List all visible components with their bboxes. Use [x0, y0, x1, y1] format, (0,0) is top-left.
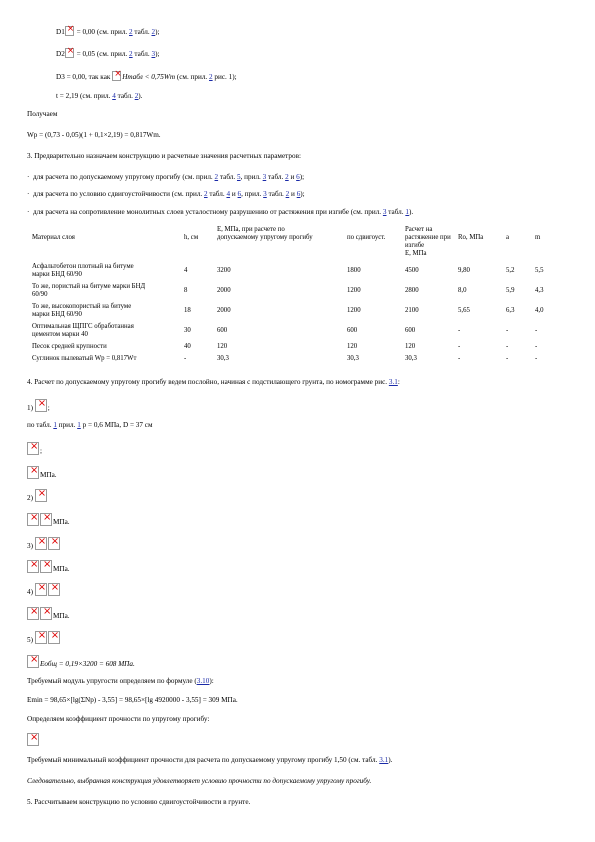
mpa-line: ××МПа.: [27, 513, 70, 527]
header-thickness: h, см: [184, 234, 199, 241]
link[interactable]: 3.1: [388, 378, 398, 386]
coef-formula: [27, 733, 40, 747]
header-e-deflection: Е, МПа, при расчете по допускаемому упругому прогибу: [217, 226, 313, 241]
formula-line: ×;: [27, 442, 42, 456]
link[interactable]: 1: [405, 208, 409, 216]
link[interactable]: 1: [53, 421, 57, 429]
header-a: a: [506, 234, 510, 241]
bullet-fatigue: · для расчета на сопротивление монолитных слоев усталостному разрушению от растяжения при изгибе (см. прил. 3 табл. 1).: [27, 208, 414, 216]
formula-image-icon: [27, 655, 39, 668]
d1-line: D1× = 0,00 (см. прил. 2 табл. 2);: [56, 26, 159, 37]
header-ro: Ro, МПа: [458, 234, 484, 241]
table-row: Оптимальная ЩПГС обработанная цементом марки 40 30 600 600 600 - - -: [32, 323, 538, 338]
strength-coef-line: Определяем коэффициент прочности по упругому прогибу:: [27, 715, 210, 723]
formula-image-icon: [35, 489, 47, 502]
conclusion: Следовательно, выбранная конструкция удовлетворяет условию прочности по допускаемому упругому прогибу.: [27, 777, 372, 785]
link[interactable]: 2: [285, 173, 289, 181]
formula-image-icon: [48, 537, 60, 550]
step-2: 2) ×: [27, 489, 48, 503]
eobsh-line: ×Еобщ = 0,19×3200 = 608 МПа.: [27, 655, 135, 669]
section-3-heading: 3. Предварительно назначаем конструкцию и расчетные значения расчетных параметров:: [27, 152, 301, 160]
formula-image-icon: [27, 607, 39, 620]
formula-image-icon: [35, 631, 47, 644]
link[interactable]: 2: [151, 28, 156, 36]
d2-line: D2× = 0,05 (см. прил. 2 табл. 3);: [56, 48, 159, 59]
formula-image-icon: [27, 733, 39, 746]
table-row: То же, пористый на битуме марки БНД 60/90 8 2000 1200 2800 8,0 5,9 4,3: [32, 283, 544, 298]
link[interactable]: 2: [134, 92, 139, 100]
required-modulus: Требуемый модуль упругости определяем по формуле (3.10):: [27, 677, 214, 685]
link[interactable]: 3.10: [196, 677, 210, 685]
formula-image-icon: [27, 513, 39, 526]
link[interactable]: 3: [382, 208, 387, 216]
formula-image-icon: [65, 26, 74, 36]
table-row: Песок средней крупности 40 120 120 120 - - -: [32, 343, 538, 350]
link[interactable]: 2: [285, 190, 290, 198]
d3-line: D3 = 0,00, так как ×Hтабл < 0,75Wm (см. прил. 2 рис. 1);: [56, 71, 237, 82]
formula-image-icon: [48, 583, 60, 596]
link[interactable]: 6: [296, 190, 301, 198]
mpa-line: ××МПа.: [27, 607, 70, 621]
formula-image-icon: [27, 442, 39, 455]
bullet-shear: · для расчета по условию сдвигоустойчивости (см. прил. 2 табл. 4 и 6, прил. 3 табл. 2 и 6);: [27, 190, 305, 198]
mpa-line: ×МПа.: [27, 466, 57, 480]
table-header-row: [32, 226, 555, 258]
wp-formula: Wp = (0,73 - 0,05)(1 + 0,1×2,19) = 0,817Wm.: [27, 131, 161, 139]
formula-image-icon: [112, 71, 121, 81]
link[interactable]: 6: [296, 173, 300, 181]
table-row: Суглинок пылеватый Wp = 0,817Wт - 30,3 30,3 30,3 - - -: [32, 355, 538, 362]
formula-image-icon: [48, 631, 60, 644]
link[interactable]: 1: [77, 421, 81, 429]
header-m: m: [535, 234, 541, 241]
link[interactable]: 3.1: [379, 756, 389, 764]
required-min-coef: Требуемый минимальный коэффициент прочности для расчета по допускаемому упругому прогибу 1,50 (см. табл. 3.1).: [27, 756, 393, 764]
header-tension: Расчет на растяжение при изгибе Е, МПа: [405, 226, 451, 257]
link[interactable]: 2: [204, 190, 208, 198]
step-5: 5) ××: [27, 631, 61, 645]
formula-image-icon: [40, 513, 52, 526]
link[interactable]: 2: [129, 50, 133, 58]
formula-image-icon: [40, 560, 52, 573]
table-ref-line: по табл. 1 прил. 1 p = 0,6 МПа, D = 37 см: [27, 421, 153, 429]
table-row: То же, высокопористый на битуме марки БНД 60/90 18 2000 1200 2100 5,65 6,3 4,0: [32, 303, 544, 318]
section-5-heading: 5. Рассчитываем конструкцию по условию сдвигоустойчивости в грунте.: [27, 798, 251, 806]
formula-image-icon: [35, 583, 47, 596]
step-1: 1) × ;: [27, 399, 50, 413]
link[interactable]: 3: [263, 190, 267, 198]
link[interactable]: 4: [112, 92, 116, 100]
table-row: Асфальтобетон плотный на битуме марки БНД 60/90 4 3200 1800 4500 9,80 5,2 5,5: [32, 263, 544, 278]
link[interactable]: 6: [237, 190, 242, 198]
poluchaem: Получаем: [27, 110, 58, 118]
t-line: t = 2,19 (см. прил. 4 табл. 2).: [56, 92, 143, 100]
step-3: 3) ××: [27, 537, 61, 551]
section-4-heading: 4. Расчет по допускаемому упругому прогибу ведем послойно, начиная с подстилающего грунта, по номограмме рис. 3.1:: [27, 378, 400, 386]
formula-image-icon: [27, 466, 39, 479]
formula-image-icon: [27, 560, 39, 573]
bullet-deflection: · для расчета по допускаемому упругому прогибу (см. прил. 2 табл. 5, прил. 3 табл. 2 и 6);: [27, 173, 305, 181]
link[interactable]: 2: [209, 73, 213, 81]
header-material: Материал слоя: [32, 234, 75, 241]
header-e-shear: по сдвигоуст.: [347, 234, 386, 241]
link[interactable]: 5: [236, 173, 241, 181]
formula-image-icon: [65, 48, 74, 58]
formula-image-icon: [35, 537, 47, 550]
link[interactable]: 4: [226, 190, 231, 198]
link[interactable]: 2: [214, 173, 219, 181]
mpa-line: ××МПа.: [27, 560, 70, 574]
step-4: 4) ××: [27, 583, 61, 597]
link[interactable]: 3: [262, 173, 267, 181]
layers-table: [32, 226, 555, 363]
emin-formula: Emin = 98,65×[lg(ΣNp) - 3,55] = 98,65×[lg 4920000 - 3,55] = 309 МПа.: [27, 696, 238, 704]
link[interactable]: 2: [129, 28, 133, 36]
link[interactable]: 3: [151, 50, 156, 58]
formula-image-icon: [40, 607, 52, 620]
formula-image-icon: [35, 399, 47, 412]
